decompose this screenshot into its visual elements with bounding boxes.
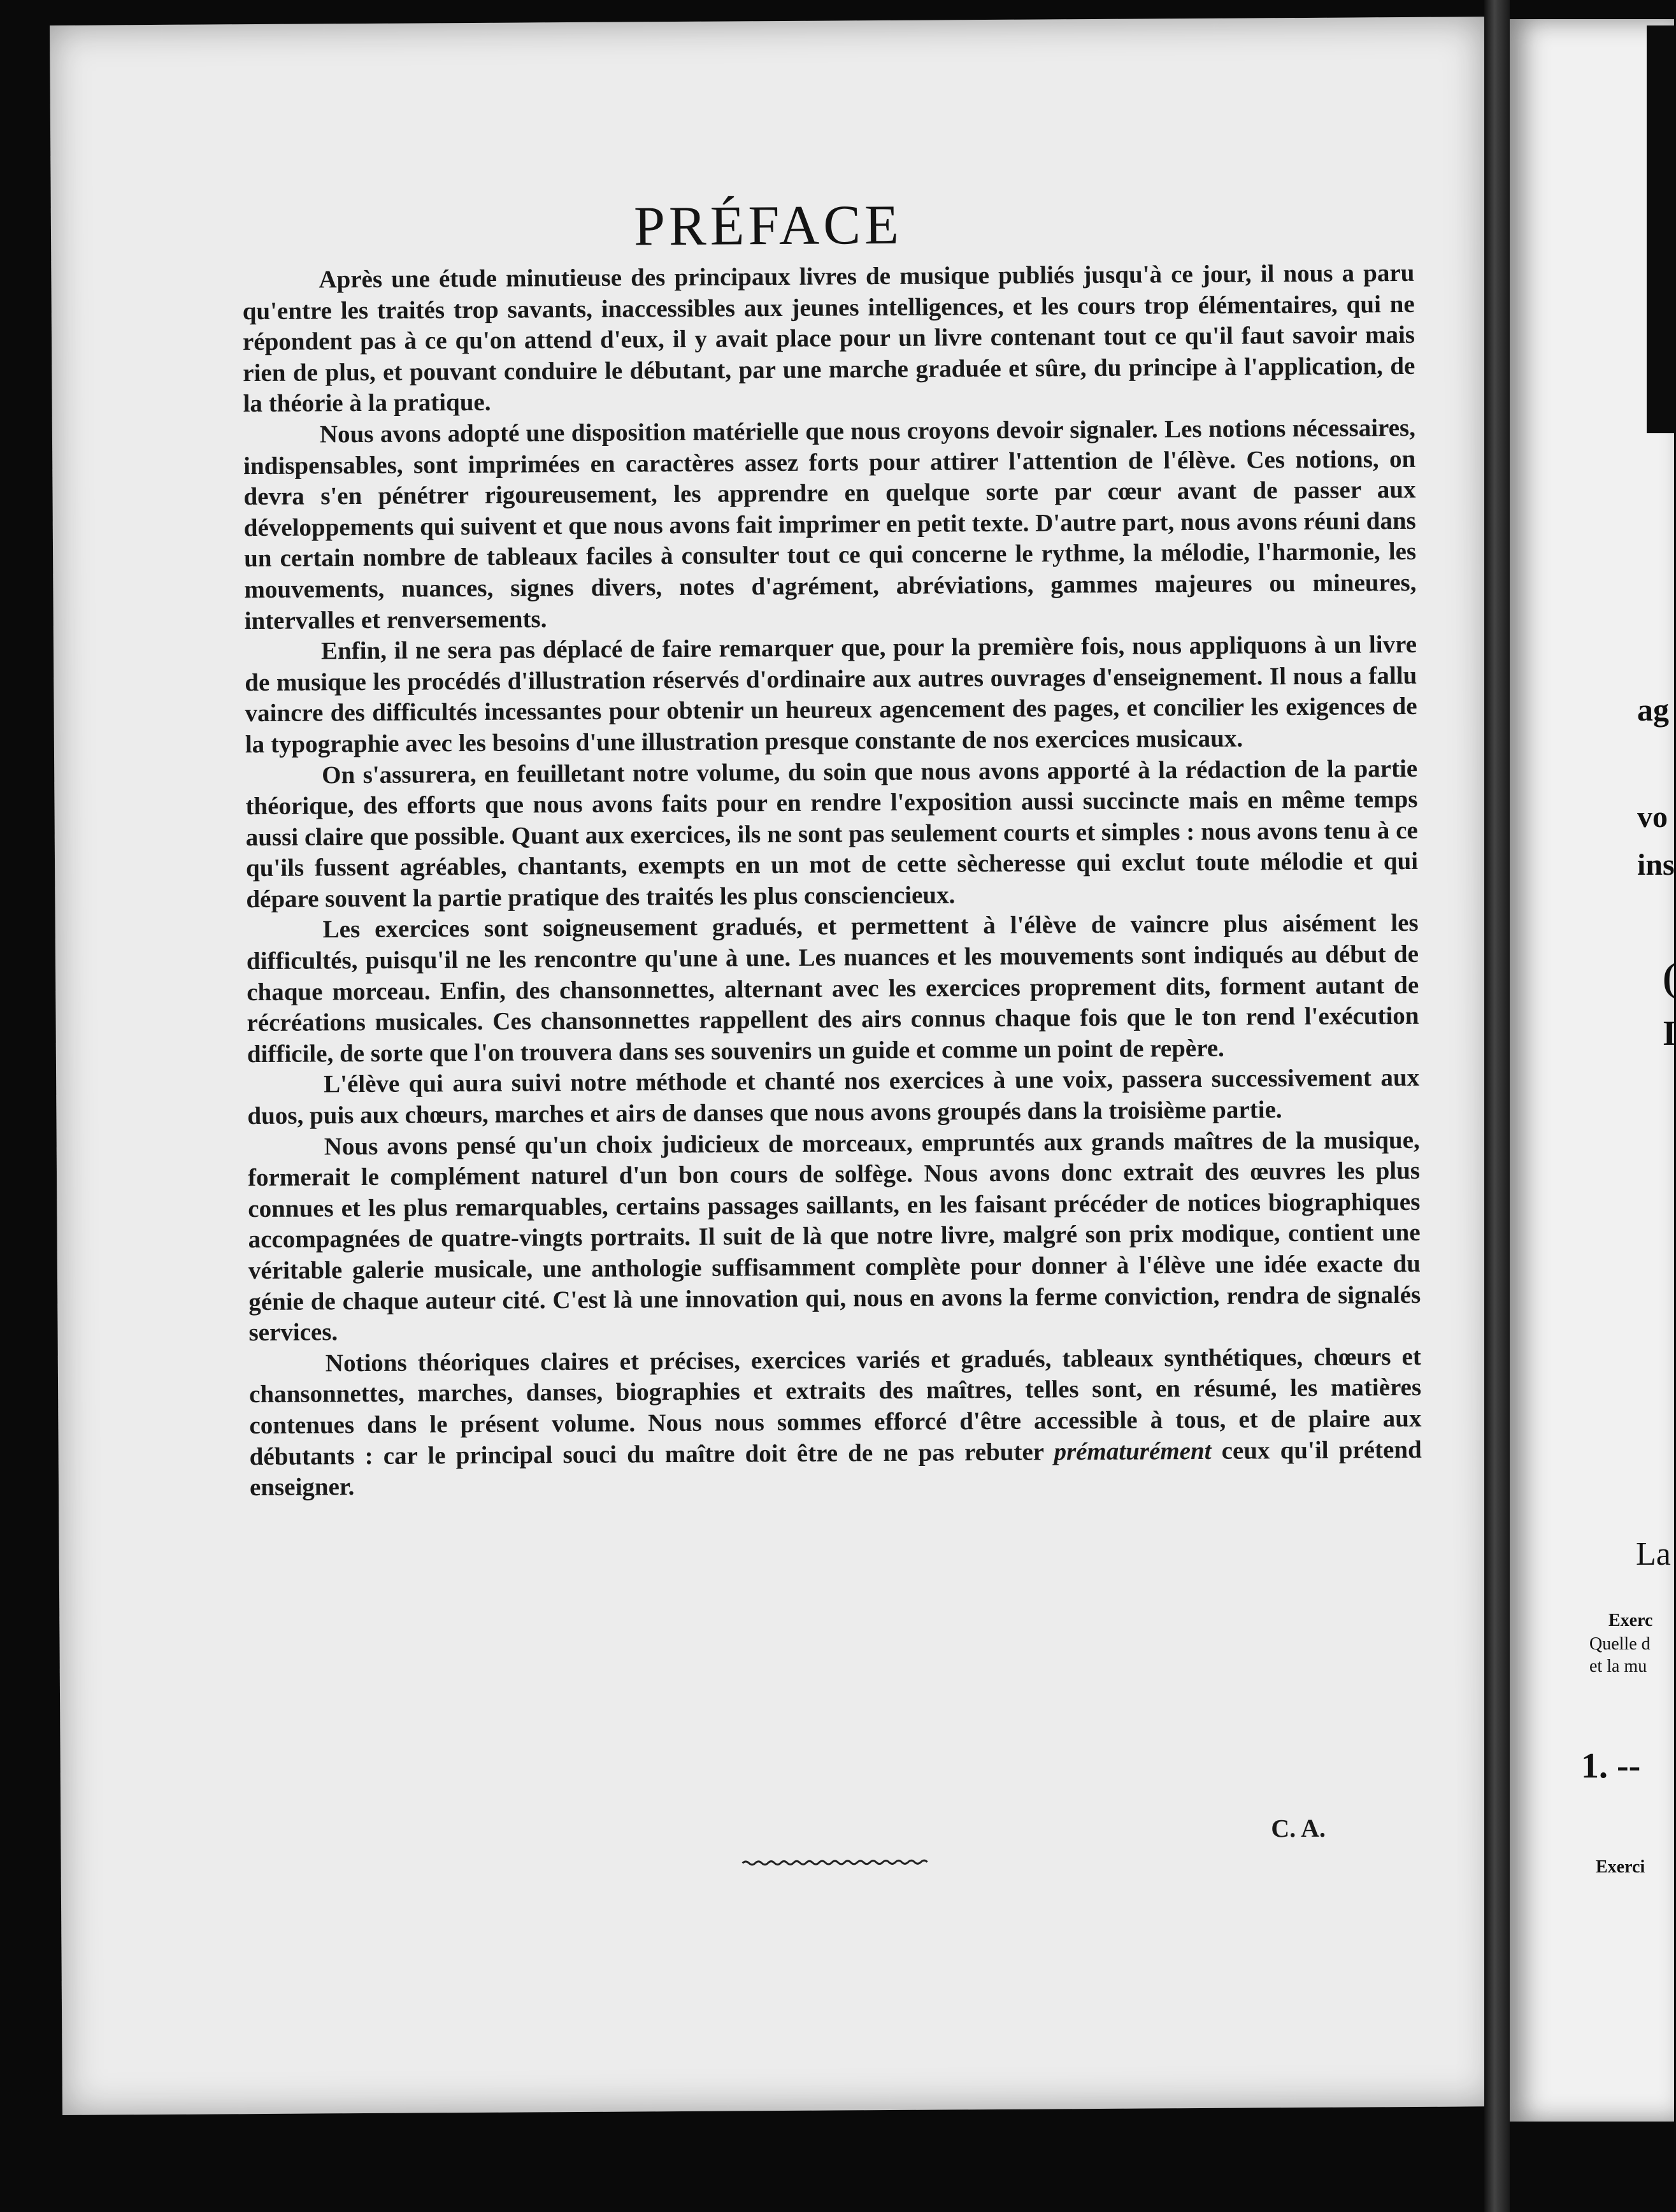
paragraph-text: Notions théoriques claires et précises, exercices variés et gradués, tableaux synthétiques, chœurs et chansonnettes, marches, danses, biographies et extraits des maîtres, telles sont, en résumé, les matières contenues dans le présent volume. Nous nous sommes efforcé d'être accessible à tous, et de plaire aux débutants : car le principal souci du maître doit être de ne pas rebuter: [249, 1342, 1422, 1470]
page-title: PRÉFACE: [633, 194, 903, 258]
facing-page-dark-band: [1647, 25, 1674, 433]
paragraph-text-end: ceux qu'il prétend enseigner.: [249, 1435, 1422, 1502]
paragraph: Nous avons pensé qu'un choix judicieux de morceaux, empruntés aux grands maîtres de la musique, formerait le complément naturel d'un bon cours de solfège. Nous avons donc extrait des œuvres les plus connues et les plus remarquables, certains passages saillants, en les faisant précéder de notices biographiques accompagnées de quatre-vingts portraits. Il suit de là que notre livre, malgré son prix modique, contient une véritable galerie musicale, une anthologie suffisamment complète pour donner à l'élève une idée exacte du génie de chaque auteur cité. C'est là une innovation qui, nous en avons la ferme conviction, rendra de signalés services.: [247, 1126, 1421, 1347]
facing-fragment: 1. --: [1581, 1746, 1641, 1786]
paragraph-final: [249, 1342, 1422, 1504]
emphasis-text: prématurément: [1054, 1437, 1212, 1465]
facing-fragment: Exerc: [1608, 1611, 1653, 1630]
facing-fragment: Exerci: [1596, 1857, 1645, 1877]
book-gutter: [1484, 0, 1510, 2212]
preface-page: [50, 17, 1497, 2115]
facing-fragment: ins: [1637, 848, 1675, 882]
facing-fragment: ag: [1637, 692, 1669, 728]
decorative-wavy-rule: [743, 1858, 928, 1868]
paragraph: Les exercices sont soigneusement gradués, et permettent à l'élève de vaincre plus aisément les difficultés, puisqu'il ne les rencontre qu'une à une. Les nuances et les mouvements sont indiqués au début de chaque morceau. Enfin, des chansonnettes, alternant avec les exercices proprement dits, forment autant de récréations musicales. Ces chansonnettes rappellent des airs connus chaque fois que le ton rend l'exécution difficile, de sorte que l'on trouvera dans ses souvenirs un guide et comme un point de repère.: [246, 909, 1419, 1068]
preface-body: [242, 258, 1422, 1504]
facing-fragment: (: [1663, 956, 1675, 998]
paragraph: Enfin, il ne sera pas déplacé de faire remarquer que, pour la première fois, nous appliquons à un livre de musique les procédés d'illustration réservés d'ordinaire aux autres ouvrages d'enseignement. Il nous a fallu vaincre des difficultés incessantes pour obtenir un heureux agencement des pages, et concilier les exigences de la typographie avec les besoins d'une illustration presque constante de nos exercices musicaux.: [245, 631, 1417, 759]
author-signature: C. A.: [1271, 1813, 1326, 1843]
facing-fragment: I: [1663, 1014, 1676, 1052]
facing-fragment: vo: [1637, 800, 1668, 834]
paragraph: L'élève qui aura suivi notre méthode et chanté nos exercices à une voix, passera successivement aux duos, puis aux chœurs, marches et airs de danses que nous avons groupés dans la troisième partie.: [247, 1064, 1420, 1130]
facing-fragment: La: [1636, 1536, 1671, 1572]
facing-fragment: et la mu: [1589, 1656, 1647, 1676]
facing-fragment: Quelle d: [1589, 1634, 1651, 1654]
paragraph: On s'assurera, en feuilletant notre volume, du soin que nous avons apporté à la rédaction de la partie théorique, des efforts que nous avons faits pour en rendre l'exposition aussi succincte mais en même temps aussi claire que possible. Quant aux exercices, ils ne sont pas seulement courts et simples : nous avons tenu à ce qu'ils fussent agréables, chantants, exempts en un mot de cette sècheresse qui exclut toute mélodie et qui dépare souvent la partie pratique des traités les plus consciencieux.: [245, 754, 1419, 914]
paragraph: Nous avons adopté une disposition matérielle que nous croyons devoir signaler. Les notions nécessaires, indispensables, sont imprimées en caractères assez forts pour attirer l'attention de l'élève. Ces notions, on devra s'en pénétrer rigoureusement, les apprendre en quelque sorte par cœur avant de passer aux développements qui suivent et que nous avons fait imprimer en petit texte. D'autre part, nous avons réuni dans un certain nombre de tableaux faciles à consulter tout ce qui concerne le rythme, la mélodie, l'harmonie, les mouvements, nuances, signes divers, notes d'agrément, abréviations, gammes majeures ou mineures, intervalles et renversements.: [243, 413, 1417, 635]
paragraph: Après une étude minutieuse des principaux livres de musique publiés jusqu'à ce jour, il nous a paru qu'entre les traités trop savants, inaccessibles aux jeunes intelligences, et les cours trop élémentaires, qui ne répondent pas à ce qu'on attend d'eux, il y avait place pour un livre contenant tout ce qu'il faut savoir mais rien de plus, et pouvant conduire le débutant, par une marche graduée et sûre, du principe à l'application, de la théorie à la pratique.: [242, 259, 1415, 418]
